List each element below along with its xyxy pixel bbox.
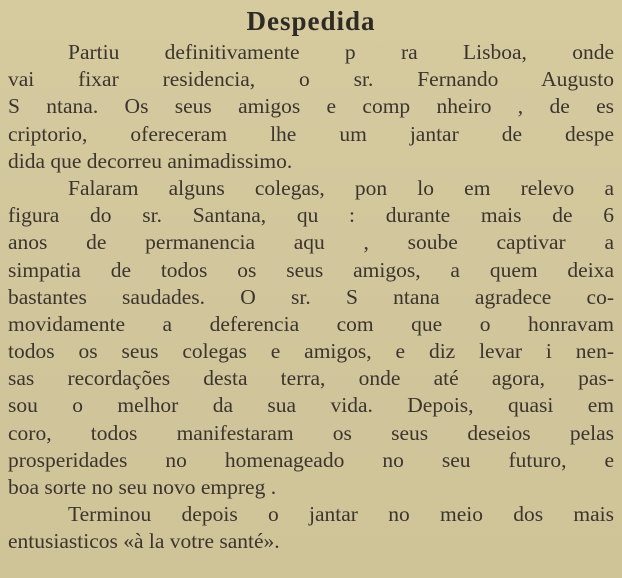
text-line: coro, todos manifestaram os seus deseios pelas	[8, 420, 614, 445]
text-line: Terminou depois o jantar no meio dos mais	[68, 502, 614, 527]
text-line: vai fixar residencia, o sr. Fernando Augusto	[8, 67, 614, 92]
paragraph-2	[8, 175, 614, 501]
text-line: todos os seus colegas e amigos, e diz levar i nen-	[8, 339, 614, 364]
text-line: dida que decorreu animadissimo.	[8, 148, 293, 173]
text-line: anos de permanencia aqu , soube captivar a	[8, 230, 614, 255]
text-line: prosperidades no homenageado no seu futuro, e	[8, 447, 614, 472]
text-line: S ntana. Os seus amigos e comp nheiro , de es	[8, 94, 614, 119]
text-line: sas recordações desta terra, onde até agora, pas-	[8, 366, 614, 391]
text-line: boa sorte no seu novo empreg .	[8, 475, 277, 499]
article-headline: Despedida	[246, 6, 376, 36]
paragraph-1	[8, 39, 614, 175]
text-line: entusiasticos «à la votre santé».	[8, 529, 280, 554]
text-line: simpatia de todos os seus amigos, a quem deixa	[8, 257, 614, 282]
text-line: bastantes saudades. O sr. S ntana agradece co-	[8, 284, 614, 309]
text-line: figura do sr. Santana, qu : durante mais de 6	[8, 203, 614, 228]
text-line: criptorio, ofereceram lhe um jantar de despe	[8, 121, 614, 146]
text-line: movidamente a deferencia com que o honravam	[8, 311, 614, 336]
text-line: sou o melhor da sua vida. Depois, quasi em	[8, 393, 614, 418]
text-line: Falaram alguns colegas, pon lo em relevo a	[68, 175, 614, 200]
text-line: Partiu definitivamente p ra Lisboa, onde	[68, 40, 614, 64]
paragraph-3	[8, 501, 614, 555]
